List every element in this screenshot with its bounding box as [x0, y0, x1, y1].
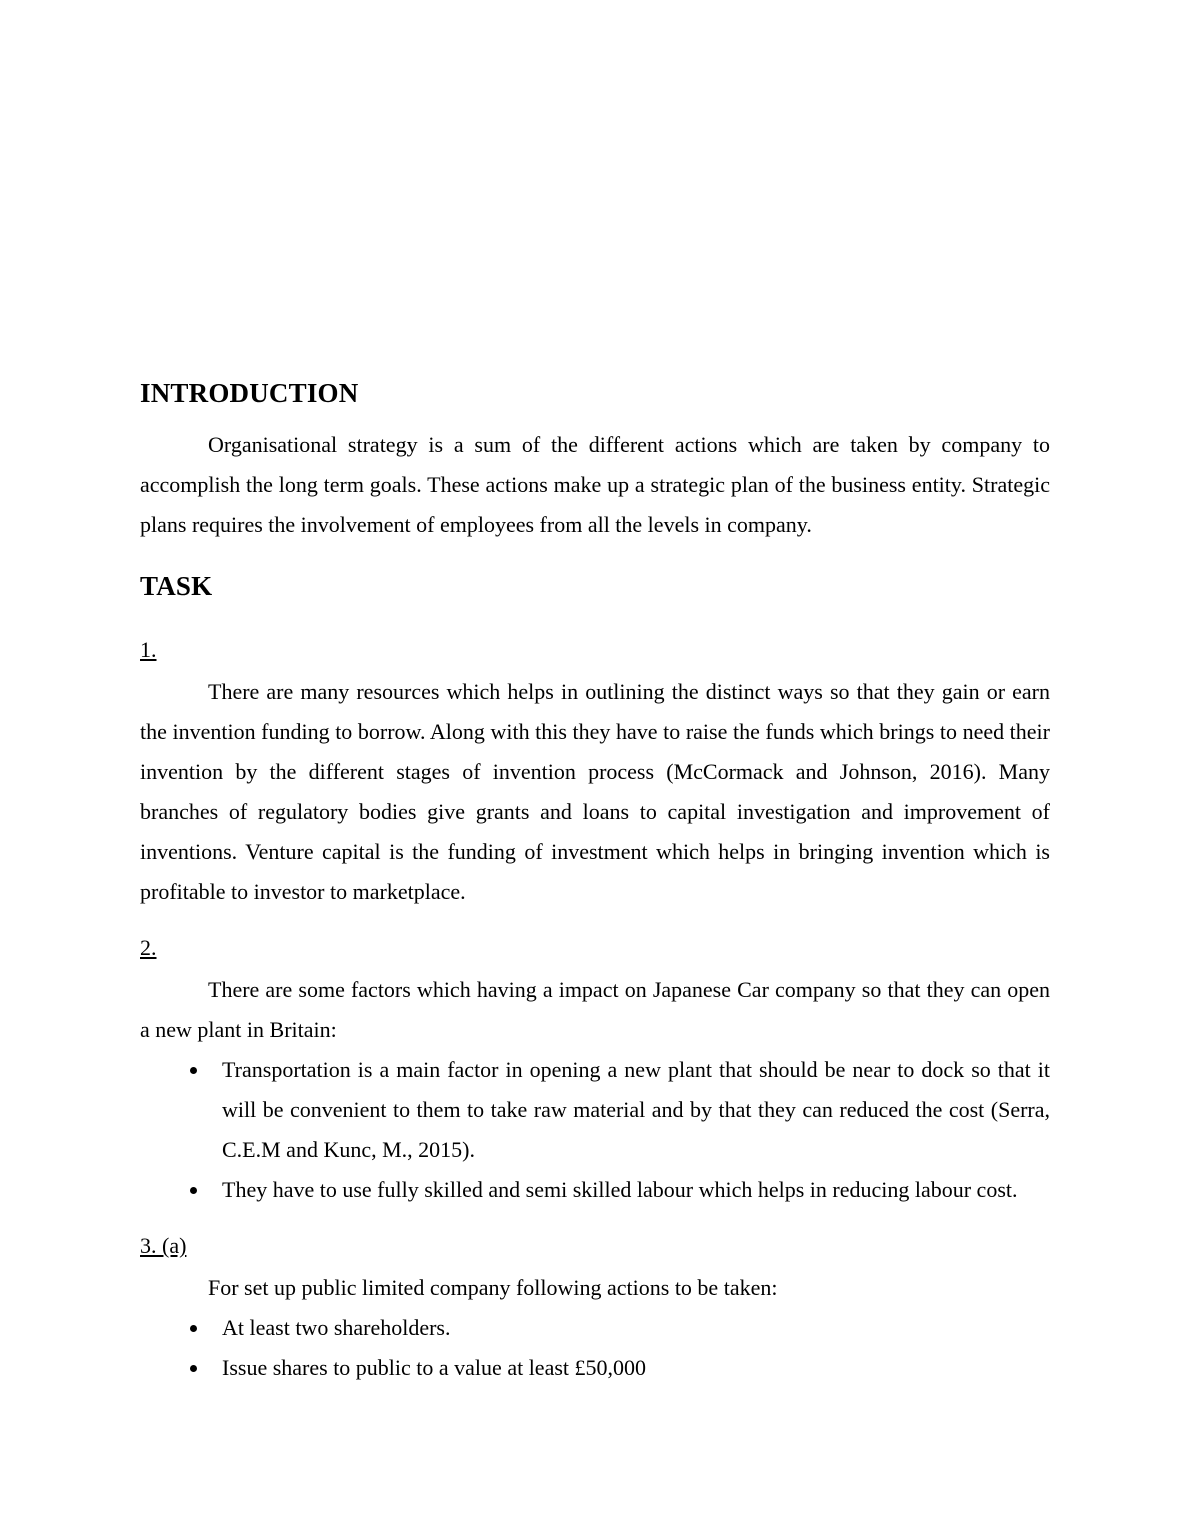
intro-paragraph: Organisational strategy is a sum of the different actions which are taken by company to accomplish the long term goals. These actions make up a strategic plan of the business entity. Strategic plans requires the involvement of employees from all the levels in company. — [140, 432, 1050, 537]
section-2-bullet-list — [140, 1050, 1050, 1210]
section-3a-paragraph: For set up public limited company following actions to be taken: — [208, 1275, 778, 1300]
section-3a-label: 3. (a) — [140, 1233, 187, 1258]
section-1 — [140, 614, 1050, 912]
bullet-item: • At least two shareholders. — [210, 1308, 1050, 1348]
bullet-item: • Issue shares to public to a value at least £50,000 — [210, 1348, 1050, 1388]
section-2-paragraph: There are some factors which having a impact on Japanese Car company so that they can open a new plant in Britain: — [140, 977, 1050, 1042]
section-1-paragraph: There are many resources which helps in outlining the distinct ways so that they gain or earn the invention funding to borrow. Along with this they have to raise the funds which brings to need their invention by the different stages of invention process (McCormack and Johnson, 2016). Many branches of regulatory bodies give grants and loans to capital investigation and improvement of inventions. Venture capital is the funding of investment which helps in bringing invention which is profitable to investor to marketplace. — [140, 679, 1050, 904]
section-3a — [140, 1210, 1050, 1388]
intro-heading: INTRODUCTION — [140, 378, 359, 408]
section-2-label: 2. — [140, 935, 157, 960]
bullet-item: • Transportation is a main factor in opening a new plant that should be near to dock so that it will be convenient to them to take raw material and by that they can reduced the cost (Serra, C.E.M and Kunc, M., 2015). — [210, 1050, 1050, 1170]
bullet-item: • They have to use fully skilled and semi skilled labour which helps in reducing labour cost. — [210, 1170, 1050, 1210]
section-3a-bullet-list — [140, 1308, 1050, 1388]
section-1-label: 1. — [140, 637, 157, 662]
section-2 — [140, 912, 1050, 1210]
task-heading: TASK — [140, 571, 213, 601]
